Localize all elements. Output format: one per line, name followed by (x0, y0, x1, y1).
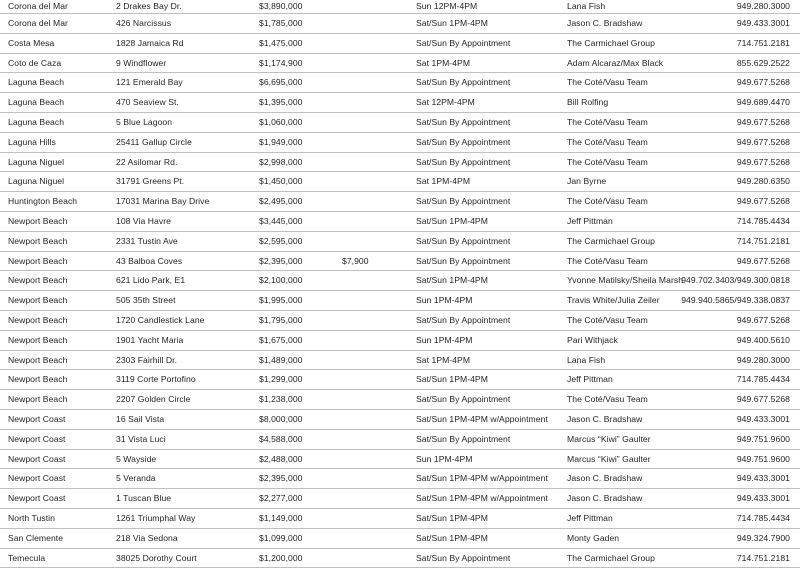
listing-rent (342, 291, 412, 310)
listing-row (0, 469, 800, 489)
listing-agent: The Coté/Vasu Team (567, 315, 648, 326)
listing-phone: 949.280.3000 (736, 1, 790, 12)
listing-row (0, 549, 800, 569)
listing-phone: 949.280.3000 (736, 354, 790, 365)
listing-phone: 714.785.4434 (736, 216, 790, 227)
listing-row (0, 351, 800, 371)
listing-open-house-hours: Sun 1PM-4PM (416, 334, 473, 345)
listing-address: 2207 Golden Circle (116, 394, 191, 405)
listing-row (0, 390, 800, 410)
listing-price: $1,149,000 (259, 513, 303, 524)
listing-open-house-hours: Sun 12PM-4PM (416, 1, 478, 12)
listing-phone: 949.433.3001 (736, 493, 790, 504)
listing-agent: Jeff Pittman (567, 513, 613, 524)
listing-price: $2,488,000 (259, 453, 303, 464)
listing-agent: Jason C. Bradshaw (567, 18, 643, 29)
listing-phone: 949.677.5268 (736, 394, 790, 405)
listing-address: 1720 Candlestick Lane (116, 315, 205, 326)
listing-agent: Jason C. Bradshaw (567, 473, 643, 484)
listing-open-house-hours: Sat/Sun 1PM-4PM (416, 216, 488, 227)
listing-address: 1261 Triumphal Way (116, 513, 196, 524)
listing-rent: $7,900 (342, 255, 369, 266)
listing-agent: Lana Fish (567, 1, 606, 12)
listing-price: $2,277,000 (259, 493, 303, 504)
listing-rent (342, 509, 412, 528)
listing-open-house-hours: Sat/Sun 1PM-4PM (416, 532, 488, 543)
listing-city: Newport Beach (8, 394, 68, 405)
listing-row (0, 212, 800, 232)
listing-row (0, 529, 800, 549)
listing-row (0, 331, 800, 351)
listing-row (0, 450, 800, 470)
listing-price: $1,174,900 (259, 57, 303, 68)
listing-city: Newport Beach (8, 334, 68, 345)
listing-rent (342, 14, 412, 33)
listing-phone: 949.677.5268 (736, 315, 790, 326)
listing-city: North Tustin (8, 513, 55, 524)
listing-address: 5 Blue Lagoon (116, 117, 173, 128)
listing-price: $1,675,000 (259, 334, 303, 345)
listing-price: $2,395,000 (259, 473, 303, 484)
listing-row (0, 509, 800, 529)
listing-rent (342, 133, 412, 152)
listing-city: Coto de Caza (8, 57, 62, 68)
listing-price: $2,100,000 (259, 275, 303, 286)
listing-address: 2303 Fairhill Dr. (116, 354, 178, 365)
listing-city: Newport Beach (8, 216, 68, 227)
listing-address: 3119 Corte Portofino (116, 374, 196, 385)
listing-open-house-hours: Sat/Sun By Appointment (416, 315, 511, 326)
listing-rent (342, 0, 412, 13)
listing-phone: 949.702.3403/949.300.0818 (681, 275, 790, 286)
listing-open-house-hours: Sat/Sun 1PM-4PM w/Appointment (416, 473, 548, 484)
listing-rent (342, 93, 412, 112)
listing-price: $2,495,000 (259, 196, 303, 207)
listing-address: 426 Narcissus (116, 18, 172, 29)
listing-price: $1,995,000 (259, 295, 303, 306)
listing-rent (342, 370, 412, 389)
listing-agent: The Coté/Vasu Team (567, 117, 648, 128)
listing-phone: 714.751.2181 (736, 235, 790, 246)
listing-row (0, 34, 800, 54)
listing-phone: 949.677.5268 (736, 77, 790, 88)
listing-agent: Marcus “Kiwi” Gaulter (567, 453, 651, 464)
listing-city: Costa Mesa (8, 37, 55, 48)
listing-agent: Jeff Pittman (567, 374, 613, 385)
listing-open-house-hours: Sun 1PM-4PM (416, 295, 473, 306)
listing-agent: Jeff Pittman (567, 216, 613, 227)
listing-address: 2 Drakes Bay Dr. (116, 1, 182, 12)
listing-agent: The Coté/Vasu Team (567, 156, 648, 167)
listing-agent: The Coté/Vasu Team (567, 255, 648, 266)
listing-phone: 714.751.2181 (736, 37, 790, 48)
listing-phone: 949.751.9600 (736, 453, 790, 464)
listing-address: 2331 Tustin Ave (116, 235, 178, 246)
listing-row (0, 311, 800, 331)
listing-price: $2,595,000 (259, 235, 303, 246)
listing-address: 17031 Marina Bay Drive (116, 196, 210, 207)
listing-rent (342, 212, 412, 231)
listing-phone: 949.280.6350 (736, 176, 790, 187)
listing-city: Newport Coast (8, 493, 66, 504)
listing-open-house-hours: Sat/Sun By Appointment (416, 394, 511, 405)
listing-phone: 949.689.4470 (736, 97, 790, 108)
listing-address: 22 Asilomar Rd. (116, 156, 178, 167)
listing-agent: The Carmichael Group (567, 552, 655, 563)
listing-rent (342, 469, 412, 488)
listing-open-house-hours: Sat 1PM-4PM (416, 57, 471, 68)
listing-rent (342, 489, 412, 508)
listing-price: $1,200,000 (259, 552, 303, 563)
listing-price: $4,588,000 (259, 433, 303, 444)
listing-row (0, 93, 800, 113)
listing-open-house-hours: Sat/Sun By Appointment (416, 196, 511, 207)
listing-row (0, 153, 800, 173)
listing-price: $2,395,000 (259, 255, 303, 266)
listing-agent: The Carmichael Group (567, 235, 655, 246)
listing-address: 31791 Greens Pt. (116, 176, 185, 187)
listing-city: Newport Beach (8, 315, 68, 326)
listing-row (0, 54, 800, 74)
listing-row (0, 271, 800, 291)
listing-price: $3,890,000 (259, 1, 303, 12)
listing-phone: 949.677.5268 (736, 196, 790, 207)
listing-agent: Jan Byrne (567, 176, 607, 187)
listing-city: Laguna Niguel (8, 156, 65, 167)
listing-address: 31 Vista Luci (116, 433, 166, 444)
listing-row (0, 192, 800, 212)
listing-agent: Adam Alcaraz/Max Black (567, 57, 664, 68)
listing-phone: 949.940.5865/949.338.0837 (681, 295, 790, 306)
listing-phone: 949.677.5268 (736, 156, 790, 167)
listing-phone: 949.677.5268 (736, 136, 790, 147)
listing-agent: Bill Rolfing (567, 97, 609, 108)
listing-city: Newport Coast (8, 414, 66, 425)
listing-open-house-hours: Sat/Sun By Appointment (416, 37, 511, 48)
listing-rent (342, 331, 412, 350)
listing-rent (342, 430, 412, 449)
listing-price: $3,445,000 (259, 216, 303, 227)
listing-open-house-hours: Sat/Sun By Appointment (416, 117, 511, 128)
listing-price: $1,060,000 (259, 117, 303, 128)
listing-open-house-hours: Sun 1PM-4PM (416, 453, 473, 464)
listing-rent (342, 153, 412, 172)
listing-city: Laguna Beach (8, 117, 65, 128)
listing-price: $2,998,000 (259, 156, 303, 167)
listing-city: Laguna Beach (8, 97, 65, 108)
listing-row (0, 0, 800, 14)
listing-agent: Jason C. Bradshaw (567, 493, 643, 504)
listing-city: Corona del Mar (8, 1, 68, 12)
listing-city: Laguna Beach (8, 77, 65, 88)
listing-row (0, 252, 800, 272)
listing-phone: 949.433.3001 (736, 18, 790, 29)
listing-phone: 714.751.2181 (736, 552, 790, 563)
listing-price: $8,000,000 (259, 414, 303, 425)
listing-agent: Lana Fish (567, 354, 606, 365)
listing-city: Newport Coast (8, 453, 66, 464)
listing-rent (342, 390, 412, 409)
listing-agent: The Coté/Vasu Team (567, 136, 648, 147)
listing-agent: Yvonne Matilsky/Sheila Marsh (567, 275, 684, 286)
listing-address: 621 Lido Park, E1 (116, 275, 186, 286)
listing-address: 1 Tuscan Blue (116, 493, 172, 504)
listing-row (0, 291, 800, 311)
listing-open-house-hours: Sat 12PM-4PM (416, 97, 475, 108)
listing-price: $1,099,000 (259, 532, 303, 543)
listing-agent: Jason C. Bradshaw (567, 414, 643, 425)
listing-price: $1,395,000 (259, 97, 303, 108)
listing-row (0, 73, 800, 93)
listing-phone: 949.433.3001 (736, 414, 790, 425)
listing-agent: Marcus “Kiwi” Gaulter (567, 433, 651, 444)
listing-row (0, 410, 800, 430)
listing-rent (342, 271, 412, 290)
listing-open-house-hours: Sat/Sun 1PM-4PM (416, 275, 488, 286)
listing-city: Corona del Mar (8, 18, 68, 29)
listing-phone: 949.400.5610 (736, 334, 790, 345)
listing-price: $1,795,000 (259, 315, 303, 326)
listing-price: $6,695,000 (259, 77, 303, 88)
listing-open-house-hours: Sat/Sun 1PM-4PM w/Appointment (416, 414, 548, 425)
listing-rent (342, 549, 412, 568)
listing-open-house-hours: Sat/Sun 1PM-4PM (416, 513, 488, 524)
listing-rent (342, 232, 412, 251)
listing-address: 25411 Gallup Circle (116, 136, 192, 147)
listing-address: 505 35th Street (116, 295, 176, 306)
listing-row (0, 430, 800, 450)
listing-city: Newport Beach (8, 255, 68, 266)
listing-price: $1,785,000 (259, 18, 303, 29)
listing-phone: 949.433.3001 (736, 473, 790, 484)
listing-rent (342, 172, 412, 191)
listing-open-house-hours: Sat/Sun By Appointment (416, 136, 511, 147)
listing-open-house-hours: Sat/Sun 1PM-4PM (416, 374, 488, 385)
listing-city: Newport Beach (8, 275, 68, 286)
listing-address: 16 Sail Vista (116, 414, 165, 425)
listing-address: 1901 Yacht Maria (116, 334, 184, 345)
listing-phone: 949.324.7900 (736, 532, 790, 543)
listing-row (0, 133, 800, 153)
listing-phone: 949.751.9600 (736, 433, 790, 444)
listing-address: 43 Balboa Coves (116, 255, 183, 266)
listing-row (0, 370, 800, 390)
listing-row (0, 489, 800, 509)
listing-phone: 855.629.2522 (736, 57, 790, 68)
listing-open-house-hours: Sat/Sun By Appointment (416, 77, 511, 88)
listing-address: 121 Emerald Bay (116, 77, 183, 88)
listing-agent: Travis White/Julia Zeiler (567, 295, 660, 306)
listing-open-house-hours: Sat/Sun By Appointment (416, 235, 511, 246)
listing-agent: Monty Gaden (567, 532, 620, 543)
listing-phone: 714.785.4434 (736, 513, 790, 524)
listing-price: $1,475,000 (259, 37, 303, 48)
listing-city: Temecula (8, 552, 46, 563)
listing-agent: Pari Withjack (567, 334, 618, 345)
listing-agent: The Coté/Vasu Team (567, 394, 648, 405)
listing-rent (342, 450, 412, 469)
listing-open-house-hours: Sat 1PM-4PM (416, 176, 471, 187)
listing-open-house-hours: Sat/Sun By Appointment (416, 255, 511, 266)
listing-open-house-hours: Sat/Sun By Appointment (416, 156, 511, 167)
listing-city: Newport Beach (8, 235, 68, 246)
listing-address: 38025 Dorothy Court (116, 552, 197, 563)
listing-open-house-hours: Sat/Sun 1PM-4PM w/Appointment (416, 493, 548, 504)
listing-agent: The Coté/Vasu Team (567, 196, 648, 207)
listing-rent (342, 351, 412, 370)
listing-rent (342, 54, 412, 73)
listing-phone: 714.785.4434 (736, 374, 790, 385)
listing-price: $1,489,000 (259, 354, 303, 365)
listing-phone: 949.677.5268 (736, 117, 790, 128)
listing-price: $1,450,000 (259, 176, 303, 187)
listing-rent (342, 529, 412, 548)
listing-rent (342, 73, 412, 92)
listing-city: Newport Beach (8, 295, 68, 306)
listing-open-house-hours: Sat 1PM-4PM (416, 354, 471, 365)
listing-address: 218 Via Sedona (116, 532, 178, 543)
listing-rent (342, 410, 412, 429)
listing-agent: The Coté/Vasu Team (567, 77, 648, 88)
listing-rent (342, 311, 412, 330)
listing-address: 9 Windflower (116, 57, 167, 68)
listing-row (0, 172, 800, 192)
listing-city: Newport Coast (8, 433, 66, 444)
listing-city: Newport Beach (8, 354, 68, 365)
listing-open-house-hours: Sat/Sun By Appointment (416, 433, 511, 444)
listing-open-house-hours: Sat/Sun 1PM-4PM (416, 18, 488, 29)
listing-open-house-hours: Sat/Sun By Appointment (416, 552, 511, 563)
listing-address: 5 Wayside (116, 453, 157, 464)
listing-row (0, 232, 800, 252)
listing-price: $1,949,000 (259, 136, 303, 147)
listing-address: 1828 Jamaica Rd (116, 37, 184, 48)
listing-rent (342, 34, 412, 53)
listing-city: Laguna Hills (8, 136, 56, 147)
listing-address: 5 Veranda (116, 473, 156, 484)
listing-city: Huntington Beach (8, 196, 78, 207)
listing-rent (342, 192, 412, 211)
listing-city: Laguna Niguel (8, 176, 65, 187)
listing-address: 108 Via Havre (116, 216, 171, 227)
listing-phone: 949.677.5268 (736, 255, 790, 266)
listing-city: Newport Coast (8, 473, 66, 484)
listing-row (0, 14, 800, 34)
listing-row (0, 113, 800, 133)
listing-agent: The Carmichael Group (567, 37, 655, 48)
listing-city: Newport Beach (8, 374, 68, 385)
listing-rent (342, 113, 412, 132)
listing-address: 470 Seaview St. (116, 97, 179, 108)
listing-city: San Clemente (8, 532, 64, 543)
listing-price: $1,299,000 (259, 374, 303, 385)
listing-price: $1,238,000 (259, 394, 303, 405)
